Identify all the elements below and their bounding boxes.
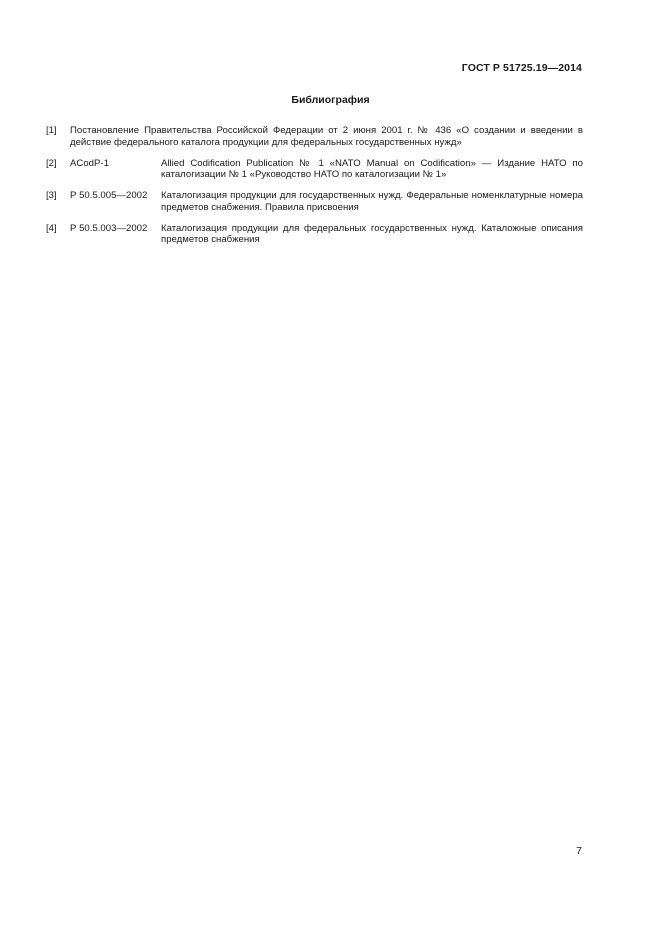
- bibliography-entry-text: Каталогизация продукции для федеральных государственных нужд. Каталожные описания предметов снабжения: [161, 222, 583, 246]
- section-title: Библиография: [291, 94, 370, 106]
- bibliography-entry-text: Каталогизация продукции для государственных нужд. Федеральные номенклатурные номера предметов снабжения. Правила присвоения: [161, 190, 583, 213]
- bibliography-entry-code: Р 50.5.005—2002: [70, 190, 148, 202]
- bibliography-entry-number: [1]: [46, 125, 57, 136]
- bibliography-entry-text: Allied Codification Publication № 1 «NATO Manual on Codification» — Издание НАТО по каталогизации № 1 «Руководство НАТО по каталогизации № 1»: [161, 157, 583, 181]
- bibliography-entry-number: [3]: [46, 190, 57, 202]
- bibliography-entry-4: [46, 223, 583, 246]
- page-number: 7: [576, 845, 582, 857]
- bibliography-entry-text: Постановление Правительства Российской Федерации от 2 июня 2001 г. № 436 «О создании и введении в действие федерального каталога продукции для федеральных государственных нужд»: [70, 125, 583, 148]
- bibliography-list: [46, 125, 583, 255]
- bibliography-entry-number: [4]: [46, 222, 57, 234]
- bibliography-entry-1: [46, 125, 583, 148]
- document-code: ГОСТ Р 51725.19—2014: [461, 62, 582, 74]
- bibliography-entry-2: [46, 158, 583, 181]
- bibliography-entry-3: [46, 190, 583, 213]
- bibliography-entry-number: [2]: [46, 157, 57, 169]
- bibliography-entry-code: Р 50.5.003—2002: [70, 222, 148, 234]
- bibliography-entry-code: ACodP-1: [70, 157, 109, 169]
